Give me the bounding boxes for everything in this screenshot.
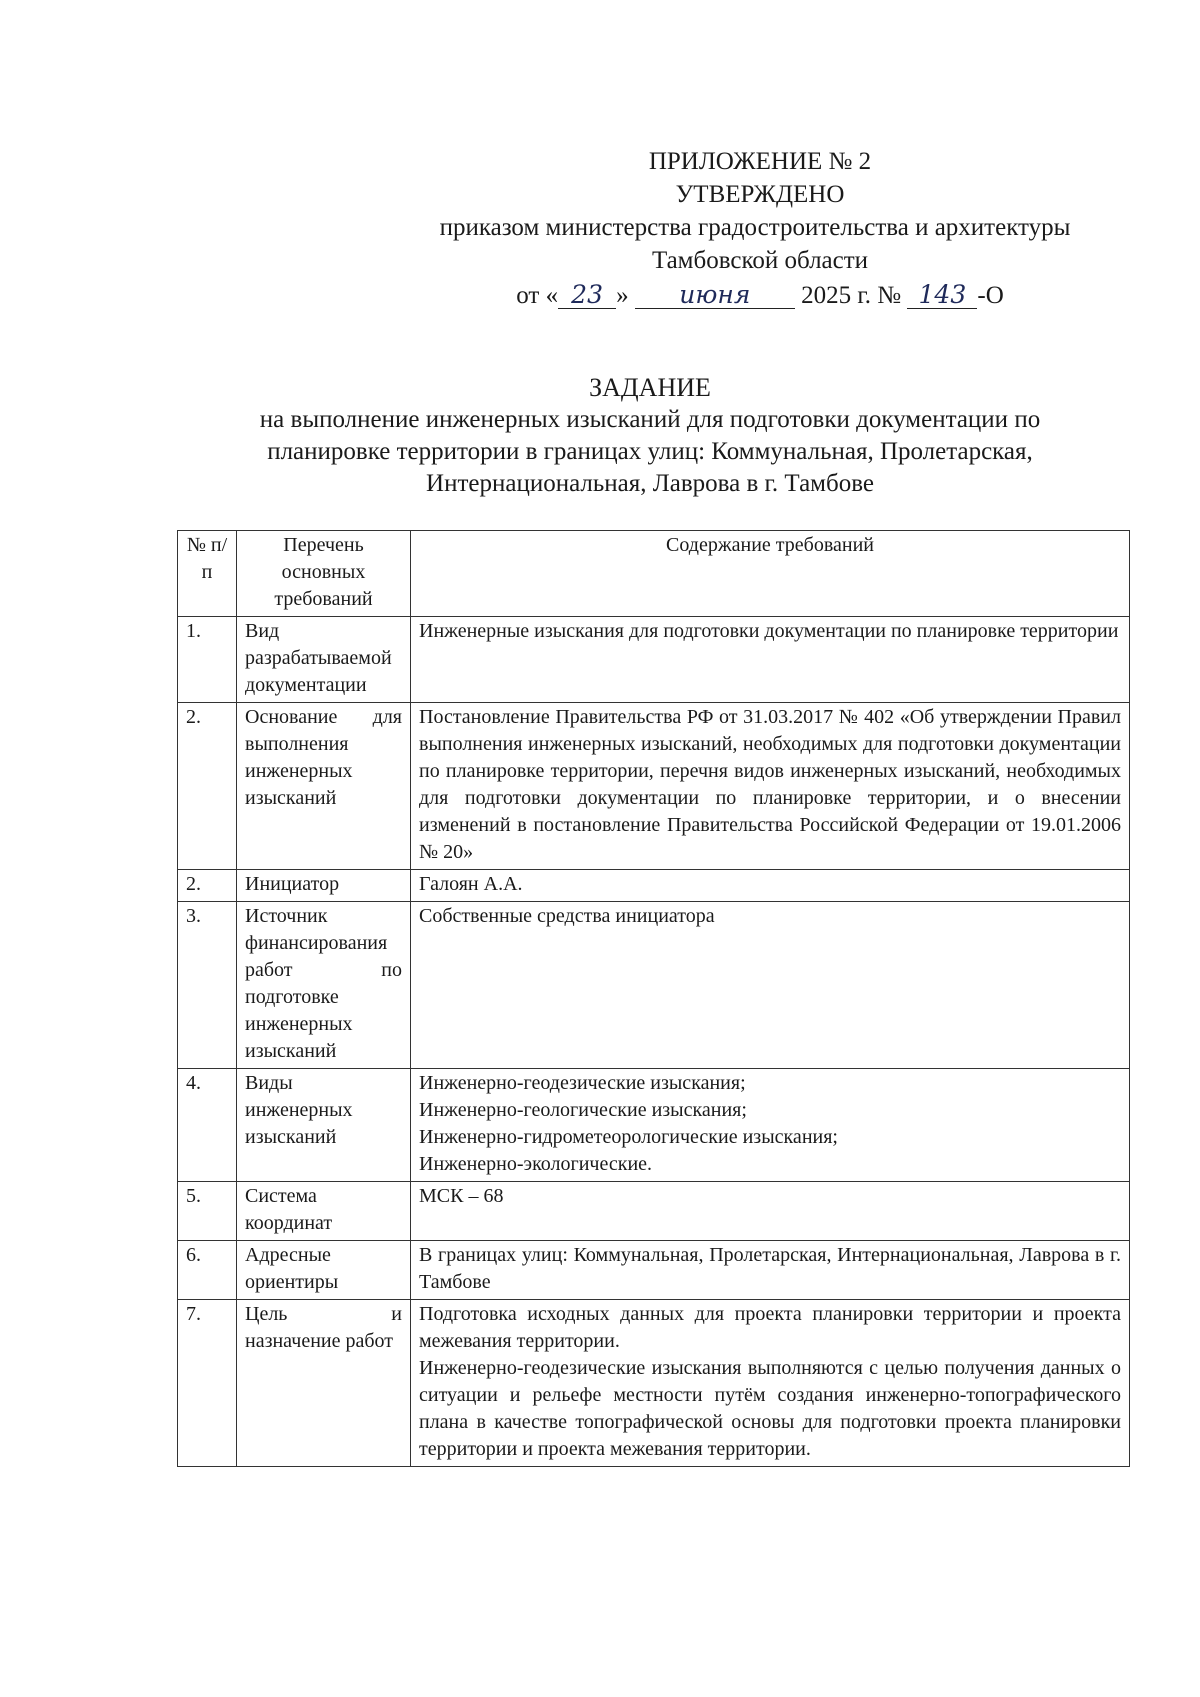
row-requirement: Вид разрабатываемой документации xyxy=(237,617,411,703)
row-number: 3. xyxy=(178,902,237,1069)
purpose-paragraph: Подготовка исходных данных для проекта планировки территории и проекта межевания территории. xyxy=(419,1303,1121,1352)
date-prefix: от « xyxy=(516,282,559,309)
row-content: МСК – 68 xyxy=(411,1182,1130,1241)
approval-block xyxy=(380,145,1140,312)
quote-close: » xyxy=(616,282,629,309)
handwritten-day: 23 xyxy=(558,282,616,309)
row-requirement: Цель и назначение работ xyxy=(237,1300,411,1467)
survey-type-item: Инженерно-экологические. xyxy=(419,1153,653,1175)
table-row xyxy=(178,1300,1130,1467)
table-header-row xyxy=(178,531,1130,617)
order-number-suffix: -О xyxy=(977,282,1004,309)
document-subtitle: на выполнение инженерных изысканий для подготовки документации по планировке территории в границах улиц: Коммунальная, Пролетарская, Интернациональная, Лаврова в г. Тамбове xyxy=(259,406,1041,497)
handwritten-order-number: 143 xyxy=(907,282,977,309)
row-content xyxy=(411,1069,1130,1182)
row-requirement: Система координат xyxy=(237,1182,411,1241)
document-heading: ЗАДАНИЕ xyxy=(589,373,711,402)
survey-type-item: Инженерно-геологические изыскания; xyxy=(419,1099,747,1121)
header-requirements-list: Перечень основных требований xyxy=(237,531,411,617)
row-requirement: Адресные ориентиры xyxy=(237,1241,411,1300)
row-content: Галоян А.А. xyxy=(411,870,1130,902)
row-requirement: Источник финансирования работ по подготовке инженерных изысканий xyxy=(237,902,411,1069)
appendix-label: ПРИЛОЖЕНИЕ № 2 xyxy=(648,148,872,175)
table-row xyxy=(178,902,1130,1069)
survey-type-item: Инженерно-геодезические изыскания; xyxy=(419,1072,746,1094)
table-row xyxy=(178,1182,1130,1241)
table-row xyxy=(178,1241,1130,1300)
row-number: 2. xyxy=(178,703,237,870)
row-number: 4. xyxy=(178,1069,237,1182)
table-row xyxy=(178,617,1130,703)
row-requirement: Инициатор xyxy=(237,870,411,902)
row-requirement: Основание для выполнения инженерных изысканий xyxy=(237,703,411,870)
survey-type-item: Инженерно-гидрометеорологические изыскания; xyxy=(419,1126,838,1148)
handwritten-month: июня xyxy=(635,282,795,309)
requirements-table xyxy=(177,530,1130,1467)
row-content xyxy=(411,1300,1130,1467)
row-number: 6. xyxy=(178,1241,237,1300)
order-date-line xyxy=(380,279,1140,312)
row-number: 1. xyxy=(178,617,237,703)
row-content: В границах улиц: Коммунальная, Пролетарская, Интернациональная, Лаврова в г. Тамбове xyxy=(411,1241,1130,1300)
row-content: Собственные средства инициатора xyxy=(411,902,1130,1069)
approved-label: УТВЕРЖДЕНО xyxy=(675,181,845,208)
header-num: № п/п xyxy=(178,531,237,617)
row-number: 7. xyxy=(178,1300,237,1467)
row-requirement: Виды инженерных изысканий xyxy=(237,1069,411,1182)
row-content: Инженерные изыскания для подготовки документации по планировке территории xyxy=(411,617,1130,703)
year-and-number-label: 2025 г. № xyxy=(801,282,902,309)
row-number: 5. xyxy=(178,1182,237,1241)
row-number: 2. xyxy=(178,870,237,902)
ministry-order-line: приказом министерства градостроительства и архитектуры xyxy=(439,214,1071,241)
table-row xyxy=(178,703,1130,870)
purpose-paragraph: Инженерно-геодезические изыскания выполняются с целью получения данных о ситуации и рельефе местности путём создания инженерно-топографического плана в качестве топографической основы для подготовки проекта планировки территории и проекта межевания территории. xyxy=(419,1357,1121,1460)
header-requirements-content: Содержание требований xyxy=(411,531,1130,617)
task-title-block xyxy=(170,372,1130,500)
table-row xyxy=(178,1069,1130,1182)
row-content: Постановление Правительства РФ от 31.03.2017 № 402 «Об утверждении Правил выполнения инженерных изысканий, необходимых для подготовки документации по планировке территории, перечня видов инженерных изысканий, необходимых для подготовки документации по планировке территории, и о внесении изменений в постановление Правительства Российской Федерации от 19.01.2006 № 20» xyxy=(411,703,1130,870)
region-line: Тамбовской области xyxy=(651,247,869,274)
table-row xyxy=(178,870,1130,902)
